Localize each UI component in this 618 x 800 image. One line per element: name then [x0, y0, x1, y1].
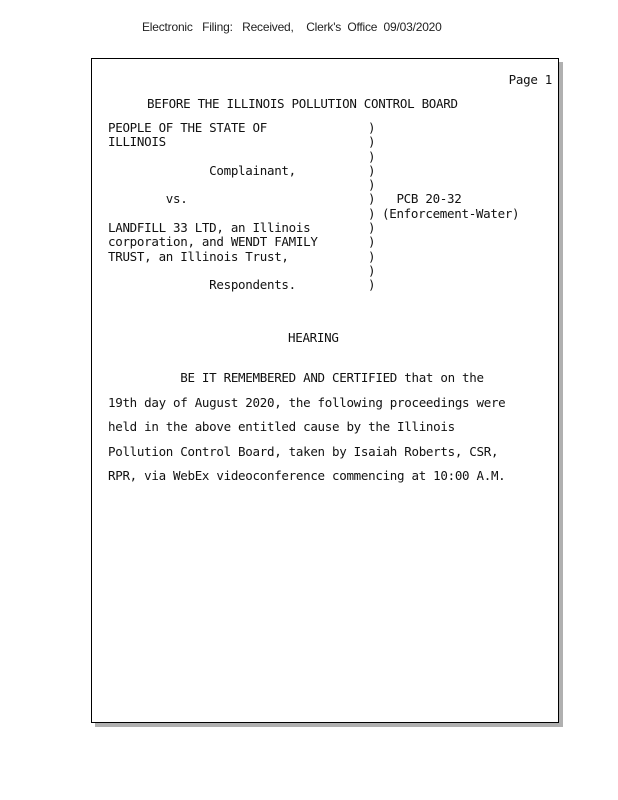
case-type: (Enforcement-Water)	[382, 205, 520, 221]
caption-paren: )	[368, 262, 376, 278]
caption-row	[108, 177, 548, 191]
body-line: BE IT REMEMBERED AND CERTIFIED that on the	[108, 370, 484, 385]
caption-row	[108, 206, 548, 220]
case-caption	[108, 120, 548, 292]
caption-paren: )	[368, 134, 376, 150]
caption-left: TRUST, an Illinois Trust,	[108, 248, 289, 264]
case-number: PCB 20-32	[382, 191, 462, 207]
body-line: Pollution Control Board, taken by Isaiah Roberts, CSR,	[108, 443, 499, 459]
caption-row	[108, 163, 548, 177]
page-number: Page 1	[508, 72, 552, 87]
caption-row	[108, 120, 548, 134]
caption-paren: )	[368, 248, 376, 264]
hearing-title: HEARING	[288, 330, 339, 345]
caption-paren: )	[368, 162, 376, 178]
caption-row	[108, 234, 548, 248]
caption-row	[108, 277, 548, 291]
caption-paren: )	[368, 220, 376, 236]
court-title: BEFORE THE ILLINOIS POLLUTION CONTROL BOARD	[147, 96, 458, 111]
caption-paren: )	[368, 191, 376, 207]
caption-row	[108, 220, 548, 234]
caption-left: corporation, and WENDT FAMILY	[108, 234, 318, 250]
caption-paren: )	[368, 120, 376, 135]
caption-paren: )	[368, 234, 376, 250]
caption-row	[108, 249, 548, 263]
caption-left: Complainant,	[108, 162, 296, 178]
caption-paren: )	[368, 148, 376, 164]
caption-paren: )	[368, 177, 376, 193]
caption-paren: )	[368, 277, 376, 293]
transcript-body	[108, 370, 553, 493]
transcript-page	[91, 58, 559, 723]
caption-left: PEOPLE OF THE STATE OF	[108, 120, 267, 135]
caption-left: ILLINOIS	[108, 134, 166, 150]
caption-paren: )	[368, 205, 376, 221]
body-line: 19th day of August 2020, the following proceedings were	[108, 394, 506, 410]
body-line: held in the above entitled cause by the Illinois	[108, 419, 455, 435]
caption-row	[108, 263, 548, 277]
body-line: RPR, via WebEx videoconference commencing at 10:00 A.M.	[108, 468, 506, 484]
caption-left: vs.	[108, 191, 188, 207]
caption-left: Respondents.	[108, 277, 296, 293]
caption-left: LANDFILL 33 LTD, an Illinois	[108, 220, 311, 236]
filing-stamp: Electronic Filing: Received, Clerk's Office 09/03/2020	[142, 20, 442, 34]
caption-row	[108, 149, 548, 163]
caption-row	[108, 191, 548, 205]
caption-row	[108, 134, 548, 148]
